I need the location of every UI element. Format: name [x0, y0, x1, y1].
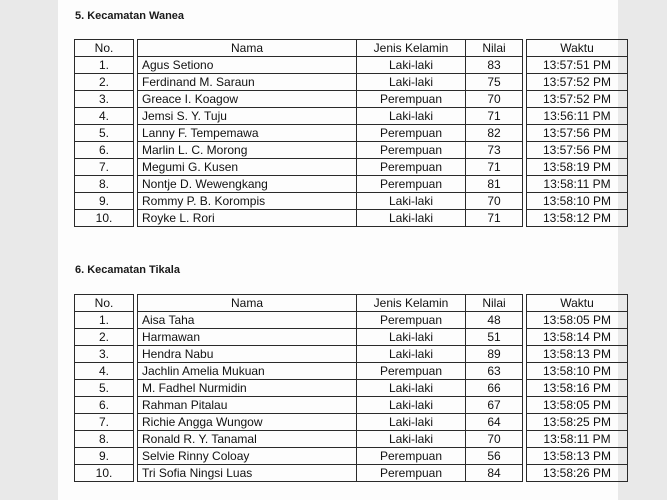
cell-waktu: 13:58:05 PM [527, 397, 628, 414]
cell-no: 6. [75, 142, 134, 159]
cell-no: 10. [75, 210, 134, 227]
cell-nama: Royke L. Rori [138, 210, 357, 227]
cell-nilai: 66 [466, 380, 523, 397]
cell-nama: M. Fadhel Nurmidin [138, 380, 357, 397]
header-nilai: Nilai [466, 40, 523, 57]
cell-no: 10. [75, 465, 134, 482]
cell-jenis-kelamin: Laki-laki [357, 57, 466, 74]
cell-waktu: 13:58:11 PM [527, 176, 628, 193]
header-nilai: Nilai [466, 295, 523, 312]
cell-jenis-kelamin: Laki-laki [357, 210, 466, 227]
cell-no: 3. [75, 346, 134, 363]
table-row [75, 363, 628, 380]
cell-nama: Jemsi S. Y. Tuju [138, 108, 357, 125]
cell-jenis-kelamin: Perempuan [357, 363, 466, 380]
table-row [75, 91, 628, 108]
cell-waktu: 13:58:26 PM [527, 465, 628, 482]
header-waktu: Waktu [527, 40, 628, 57]
header-jenis-kelamin: Jenis Kelamin [357, 295, 466, 312]
cell-waktu: 13:58:13 PM [527, 346, 628, 363]
cell-no: 4. [75, 363, 134, 380]
cell-jenis-kelamin: Laki-laki [357, 431, 466, 448]
cell-nama: Marlin L. C. Morong [138, 142, 357, 159]
cell-waktu: 13:58:10 PM [527, 363, 628, 380]
cell-nama: Ronald R. Y. Tanamal [138, 431, 357, 448]
cell-jenis-kelamin: Perempuan [357, 465, 466, 482]
table-row [75, 329, 628, 346]
cell-waktu: 13:58:10 PM [527, 193, 628, 210]
cell-no: 9. [75, 193, 134, 210]
cell-no: 8. [75, 176, 134, 193]
cell-nama: Harmawan [138, 329, 357, 346]
header-nama: Nama [138, 40, 357, 57]
cell-nama: Nontje D. Wewengkang [138, 176, 357, 193]
results-table-wanea [74, 39, 628, 227]
cell-nama: Aisa Taha [138, 312, 357, 329]
section-title-wanea: 5. Kecamatan Wanea [75, 10, 185, 22]
cell-nilai: 71 [466, 108, 523, 125]
cell-nilai: 51 [466, 329, 523, 346]
header-no: No. [75, 295, 134, 312]
cell-jenis-kelamin: Perempuan [357, 125, 466, 142]
table-row [75, 397, 628, 414]
cell-nilai: 83 [466, 57, 523, 74]
table-header-row [75, 40, 628, 57]
cell-no: 1. [75, 57, 134, 74]
cell-no: 9. [75, 448, 134, 465]
cell-jenis-kelamin: Perempuan [357, 142, 466, 159]
table-row [75, 193, 628, 210]
table-row [75, 108, 628, 125]
cell-no: 6. [75, 397, 134, 414]
cell-nilai: 84 [466, 465, 523, 482]
cell-nama: Greace I. Koagow [138, 91, 357, 108]
cell-nilai: 71 [466, 210, 523, 227]
section-title-tikala: 6. Kecamatan Tikala [75, 264, 180, 276]
cell-waktu: 13:58:11 PM [527, 431, 628, 448]
cell-nilai: 48 [466, 312, 523, 329]
cell-no: 8. [75, 431, 134, 448]
cell-nilai: 82 [466, 125, 523, 142]
cell-nama: Jachlin Amelia Mukuan [138, 363, 357, 380]
table-row [75, 74, 628, 91]
cell-nilai: 70 [466, 91, 523, 108]
cell-jenis-kelamin: Laki-laki [357, 329, 466, 346]
cell-nilai: 73 [466, 142, 523, 159]
table-row [75, 414, 628, 431]
cell-waktu: 13:58:16 PM [527, 380, 628, 397]
cell-waktu: 13:57:56 PM [527, 142, 628, 159]
cell-nama: Rommy P. B. Korompis [138, 193, 357, 210]
cell-no: 7. [75, 159, 134, 176]
cell-no: 1. [75, 312, 134, 329]
cell-nama: Rahman Pitalau [138, 397, 357, 414]
table-row [75, 312, 628, 329]
cell-nilai: 89 [466, 346, 523, 363]
cell-waktu: 13:58:12 PM [527, 210, 628, 227]
cell-waktu: 13:57:52 PM [527, 91, 628, 108]
cell-nilai: 67 [466, 397, 523, 414]
table-row [75, 57, 628, 74]
table-row [75, 448, 628, 465]
cell-waktu: 13:56:11 PM [527, 108, 628, 125]
cell-nilai: 63 [466, 363, 523, 380]
cell-waktu: 13:57:51 PM [527, 57, 628, 74]
header-waktu: Waktu [527, 295, 628, 312]
cell-waktu: 13:58:13 PM [527, 448, 628, 465]
cell-nama: Megumi G. Kusen [138, 159, 357, 176]
table-row [75, 142, 628, 159]
table-row [75, 465, 628, 482]
cell-nama: Selvie Rinny Coloay [138, 448, 357, 465]
table-row [75, 346, 628, 363]
cell-nilai: 75 [466, 74, 523, 91]
cell-no: 5. [75, 380, 134, 397]
cell-jenis-kelamin: Perempuan [357, 448, 466, 465]
cell-nilai: 70 [466, 193, 523, 210]
cell-nilai: 70 [466, 431, 523, 448]
cell-nilai: 64 [466, 414, 523, 431]
cell-waktu: 13:57:52 PM [527, 74, 628, 91]
cell-nama: Lanny F. Tempemawa [138, 125, 357, 142]
cell-nama: Tri Sofia Ningsi Luas [138, 465, 357, 482]
cell-waktu: 13:58:19 PM [527, 159, 628, 176]
table-row [75, 380, 628, 397]
cell-jenis-kelamin: Laki-laki [357, 346, 466, 363]
cell-jenis-kelamin: Perempuan [357, 159, 466, 176]
cell-no: 2. [75, 329, 134, 346]
header-no: No. [75, 40, 134, 57]
cell-waktu: 13:58:25 PM [527, 414, 628, 431]
cell-jenis-kelamin: Perempuan [357, 176, 466, 193]
cell-jenis-kelamin: Laki-laki [357, 397, 466, 414]
table-row [75, 159, 628, 176]
cell-no: 2. [75, 74, 134, 91]
cell-jenis-kelamin: Perempuan [357, 312, 466, 329]
table-row [75, 125, 628, 142]
cell-jenis-kelamin: Laki-laki [357, 108, 466, 125]
cell-nama: Agus Setiono [138, 57, 357, 74]
cell-waktu: 13:58:05 PM [527, 312, 628, 329]
header-nama: Nama [138, 295, 357, 312]
cell-no: 7. [75, 414, 134, 431]
cell-nama: Ferdinand M. Saraun [138, 74, 357, 91]
table-row [75, 210, 628, 227]
cell-no: 5. [75, 125, 134, 142]
cell-no: 3. [75, 91, 134, 108]
cell-waktu: 13:58:14 PM [527, 329, 628, 346]
cell-nama: Richie Angga Wungow [138, 414, 357, 431]
cell-waktu: 13:57:56 PM [527, 125, 628, 142]
results-table-tikala [74, 294, 628, 482]
cell-jenis-kelamin: Laki-laki [357, 414, 466, 431]
cell-no: 4. [75, 108, 134, 125]
cell-nilai: 71 [466, 159, 523, 176]
table-row [75, 431, 628, 448]
table-row [75, 176, 628, 193]
cell-nama: Hendra Nabu [138, 346, 357, 363]
cell-jenis-kelamin: Laki-laki [357, 380, 466, 397]
cell-jenis-kelamin: Perempuan [357, 91, 466, 108]
cell-nilai: 56 [466, 448, 523, 465]
table-header-row [75, 295, 628, 312]
header-jenis-kelamin: Jenis Kelamin [357, 40, 466, 57]
cell-jenis-kelamin: Laki-laki [357, 193, 466, 210]
cell-nilai: 81 [466, 176, 523, 193]
cell-jenis-kelamin: Laki-laki [357, 74, 466, 91]
